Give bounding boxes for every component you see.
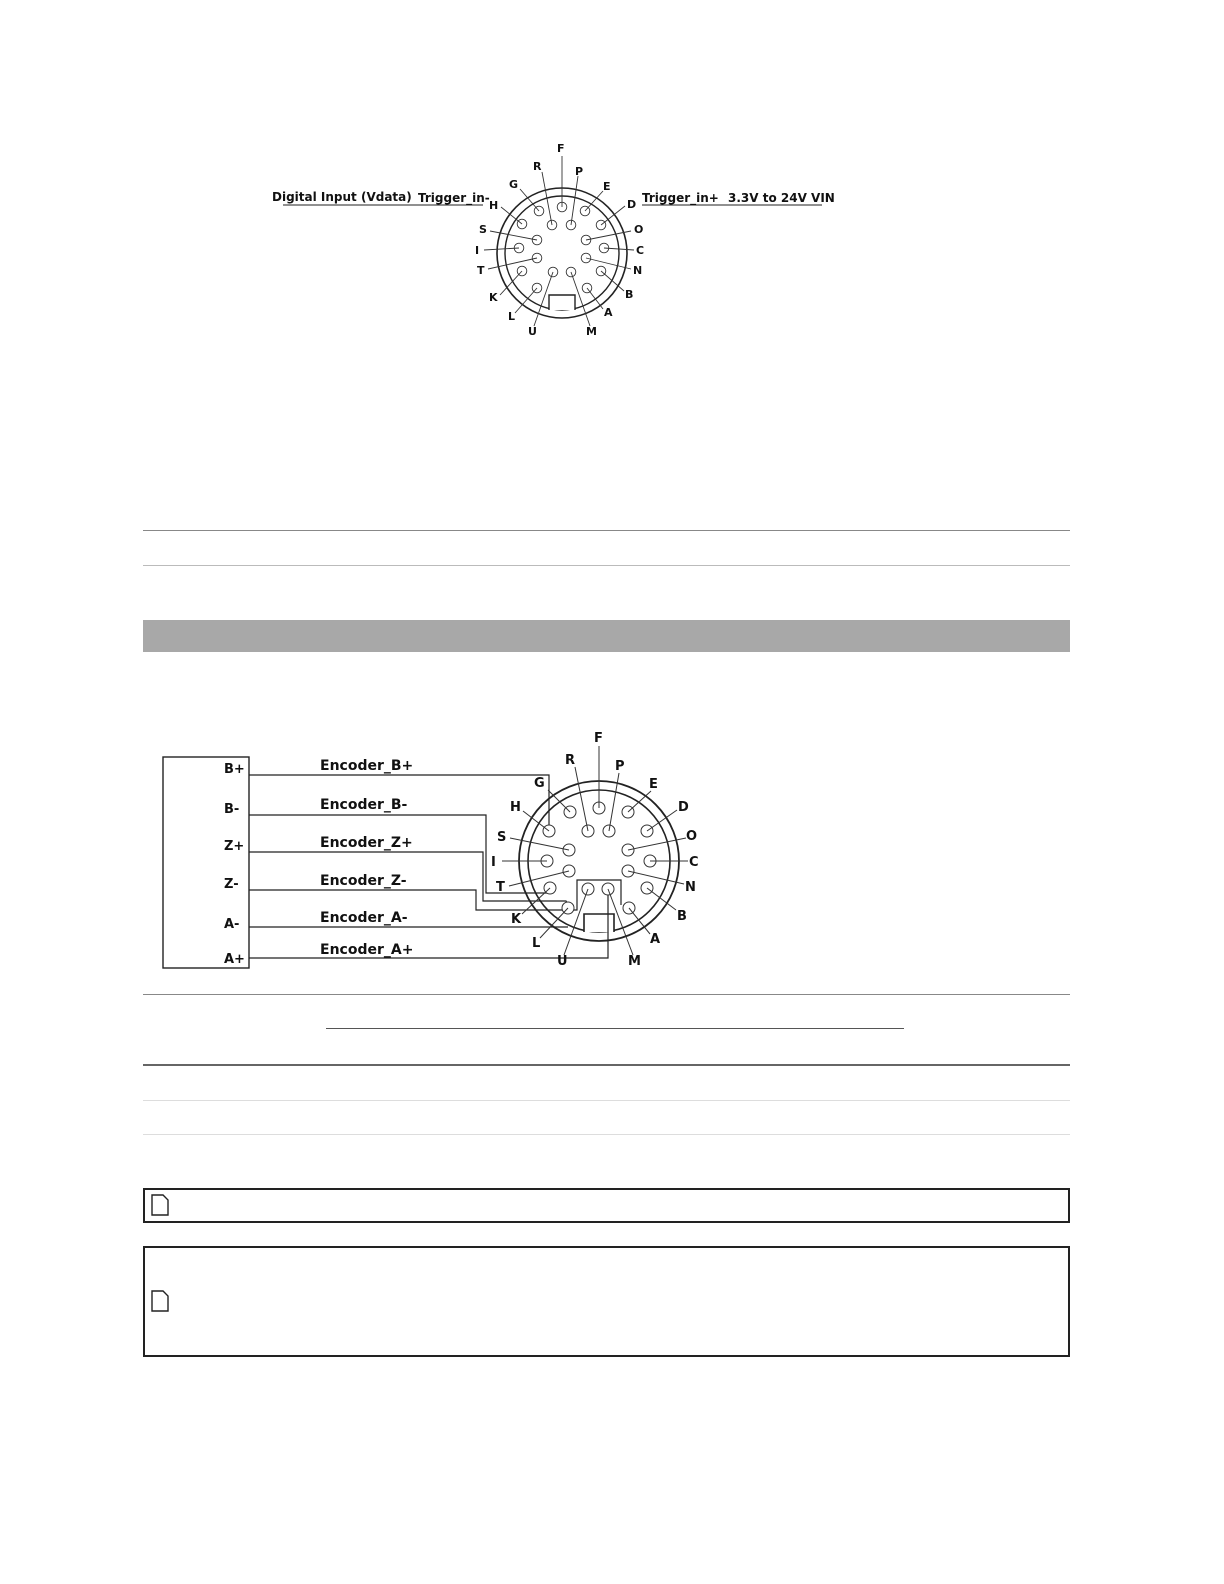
pin-label: P: [615, 759, 625, 774]
caption-rule: [326, 1028, 904, 1029]
pin-label: B: [625, 288, 634, 301]
pin-label: F: [557, 142, 565, 155]
pin-label: I: [475, 244, 480, 257]
wire-label: Encoder_Z-: [320, 873, 407, 889]
note-icon: [150, 1289, 170, 1313]
pin-label: N: [685, 880, 696, 895]
pin-label: M: [628, 954, 641, 969]
terminal-label: Z+: [224, 839, 245, 854]
terminal-label: A+: [224, 952, 245, 967]
pin-label: U: [528, 325, 537, 338]
pin-label: A: [604, 306, 613, 319]
table-rule: [143, 530, 1070, 531]
pin-label: A: [650, 932, 661, 947]
pin-label: U: [557, 954, 568, 969]
pin-label: N: [633, 264, 643, 277]
pin-label: C: [636, 244, 645, 257]
wire-label: Encoder_B-: [320, 797, 408, 813]
pin-label: F: [594, 731, 603, 746]
pin-label: P: [575, 165, 584, 178]
section-header-bar: [143, 620, 1070, 652]
pin-label: T: [496, 880, 505, 895]
trigger-in-plus-label: Trigger_in+: [642, 191, 719, 205]
pin-label: T: [477, 264, 485, 277]
table-rule: [143, 1134, 1070, 1135]
encoder-connector-diagram: [0, 700, 1224, 990]
wire-label: Encoder_A-: [320, 910, 408, 926]
wire-label: Encoder_A+: [320, 942, 414, 958]
pin-label: K: [489, 291, 498, 304]
note-box: [143, 1188, 1070, 1223]
pin-label: O: [686, 829, 698, 844]
digital-input-label: Digital Input (Vdata): [272, 190, 412, 204]
pin-label: O: [634, 223, 644, 236]
table-rule: [143, 1064, 1070, 1066]
pin-label: G: [509, 178, 519, 191]
wire-label: Encoder_B+: [320, 758, 414, 774]
pin-label: D: [627, 198, 637, 211]
trigger-connector-diagram: [0, 0, 1224, 360]
pin-label: L: [508, 310, 516, 323]
terminal-label: B+: [224, 762, 245, 777]
pin-label: H: [489, 199, 499, 212]
pin-label: E: [649, 777, 658, 792]
pin-label: K: [511, 912, 522, 927]
table-rule: [143, 994, 1070, 995]
pin-label: D: [678, 800, 689, 815]
trigger-in-minus-label: Trigger_in-: [418, 191, 490, 205]
pin-label: B: [677, 909, 687, 924]
table-rule: [143, 565, 1070, 566]
terminal-label: B-: [224, 802, 240, 817]
pin-label: S: [479, 223, 487, 236]
pin-label: H: [510, 800, 521, 815]
pin-label: L: [532, 936, 541, 951]
pin-label: I: [491, 855, 496, 870]
terminal-label: Z-: [224, 877, 239, 892]
vin-label: 3.3V to 24V VIN: [728, 191, 835, 205]
pin-label: G: [534, 776, 545, 791]
table-rule: [143, 1100, 1070, 1101]
pin-label: S: [497, 830, 507, 845]
pin-label: R: [533, 160, 542, 173]
pin-label: R: [565, 753, 576, 768]
pin-label: C: [689, 855, 699, 870]
pin-label: M: [586, 325, 597, 338]
terminal-label: A-: [224, 917, 240, 932]
note-icon: [150, 1193, 170, 1217]
wire-label: Encoder_Z+: [320, 835, 413, 851]
pin-label: E: [603, 180, 611, 193]
note-box: [143, 1246, 1070, 1357]
